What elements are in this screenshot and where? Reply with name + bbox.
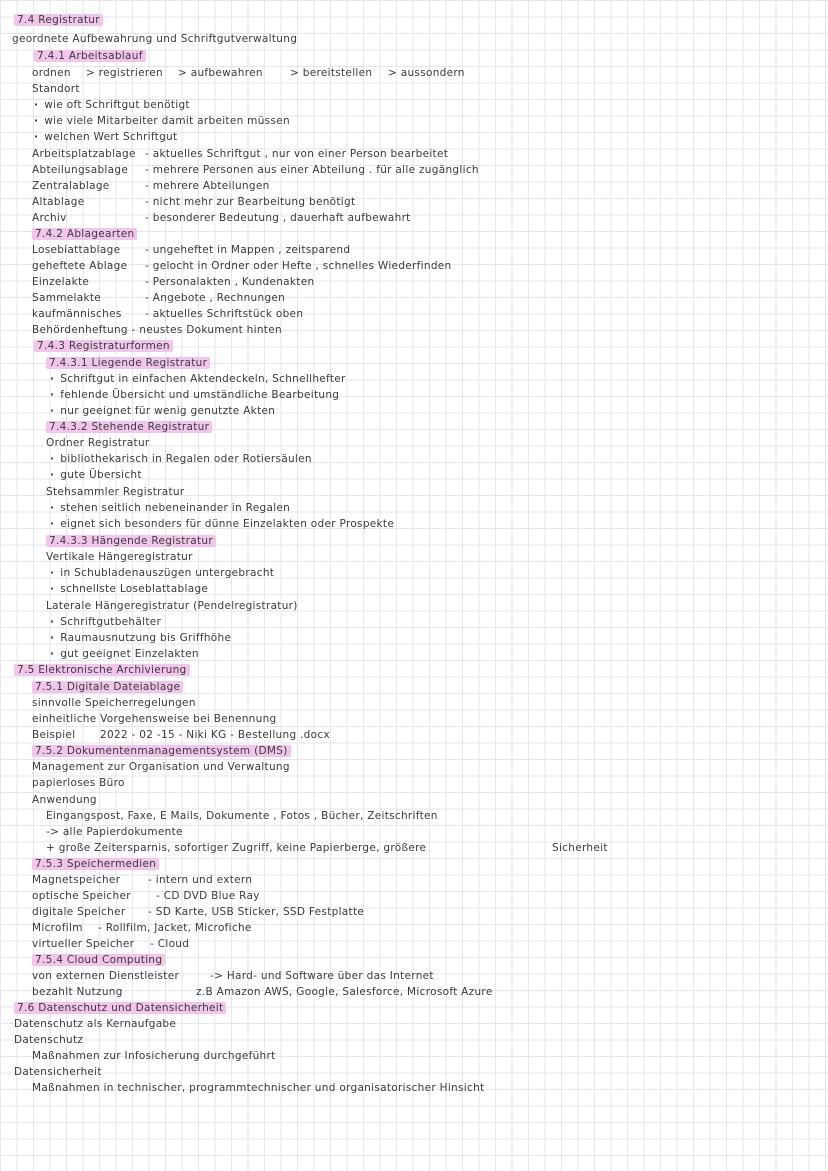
speicher-term: Microfilm xyxy=(32,922,83,934)
bullet-item: · fehlende Übersicht und umständliche Bearbeitung xyxy=(50,389,339,402)
heading-7-4-3-2: 7.4.3.2 Stehende Registratur xyxy=(46,421,212,434)
note-line: Management zur Organisation und Verwaltung xyxy=(32,761,290,773)
workflow-step: > aussondern xyxy=(388,67,465,79)
bullet-item: · in Schubladenauszügen untergebracht xyxy=(50,567,274,580)
heading-7-4-3-1: 7.4.3.1 Liegende Registratur xyxy=(46,357,210,370)
note-line: Stehsammler Registratur xyxy=(46,486,185,498)
ablageart-term: Sammelakte xyxy=(32,292,102,304)
note-line: Maßnahmen zur Infosicherung durchgeführt xyxy=(32,1050,276,1062)
note-line: Maßnahmen in technischer, programmtechnischer und organisatorischer Hinsicht xyxy=(32,1082,485,1094)
ablage-desc: - aktuelles Schriftgut , nur von einer Person bearbeitet xyxy=(145,148,449,160)
note-line: -> Hard- und Software über das Internet xyxy=(210,970,434,982)
ablage-term: Abteilungsablage xyxy=(32,164,129,176)
ablage-term: Arbeitsplatzablage xyxy=(32,148,136,160)
speicher-term: optische Speicher xyxy=(32,890,131,902)
speicher-term: virtueller Speicher xyxy=(32,938,135,950)
ablageart-desc: - Angebote , Rechnungen xyxy=(145,292,286,304)
bullet-item: · wie viele Mitarbeiter damit arbeiten müssen xyxy=(34,115,290,128)
bullet-item: · wie oft Schriftgut benötigt xyxy=(34,99,190,112)
ablageart-term: Losebiattablage xyxy=(32,244,121,256)
note-line: Datenschutz als Kernaufgabe xyxy=(14,1018,177,1030)
workflow-step: > aufbewahren xyxy=(178,67,263,79)
heading-7-4-1: 7.4.1 Arbeitsablauf xyxy=(34,50,146,63)
ablageart-desc: - gelocht in Ordner oder Hefte , schnelles Wiederfinden xyxy=(145,260,452,272)
note-label: Beispiel xyxy=(32,729,76,741)
heading-7-5-2: 7.5.2 Dokumentenmanagementsystem (DMS) xyxy=(32,745,291,758)
workflow-step: > bereitstellen xyxy=(290,67,373,79)
ablage-desc: - mehrere Personen aus einer Abteilung . für alle zugänglich xyxy=(145,164,479,176)
note-line: Laterale Hängeregistratur (Pendelregistratur) xyxy=(46,600,298,612)
heading-7-5: 7.5 Elektronische Archivierung xyxy=(14,664,190,677)
ablage-term: Altablage xyxy=(32,196,85,208)
speicher-term: Magnetspeicher xyxy=(32,874,121,886)
speicher-desc: - CD DVD Blue Ray xyxy=(156,890,260,902)
bullet-item: · Schriftgut in einfachen Aktendeckeln, Schnellhefter xyxy=(50,373,346,386)
ablage-desc: - nicht mehr zur Bearbeitung benötigt xyxy=(145,196,356,208)
ablage-desc: - mehrere Abteilungen xyxy=(145,180,270,192)
speicher-desc: - Cloud xyxy=(150,938,190,950)
note-line: z.B Amazon AWS, Google, Salesforce, Microsoft Azure xyxy=(196,986,493,998)
ablageart-term: Einzelakte xyxy=(32,276,90,288)
heading-7-4-3: 7.4.3 Registraturformen xyxy=(34,340,173,353)
bullet-item: · welchen Wert Schriftgut xyxy=(34,131,177,144)
note-line: Ordner Registratur xyxy=(46,437,150,449)
ablageart-term: geheftete Ablage xyxy=(32,260,128,272)
heading-7-6: 7.6 Datenschutz und Datensicherheit xyxy=(14,1002,226,1015)
note-line: von externen Dienstleister xyxy=(32,970,180,982)
bullet-item: · Schriftgutbehälter xyxy=(50,616,161,629)
note-line: Datensicherheit xyxy=(14,1066,102,1078)
bullet-item: · Raumausnutzung bis Griffhöhe xyxy=(50,632,231,645)
speicher-desc: - Rollfilm, Jacket, Microfiche xyxy=(98,922,252,934)
ablageart-term: kaufmännisches xyxy=(32,308,122,320)
heading-7-5-1: 7.5.1 Digitale Dateiablage xyxy=(32,681,183,694)
bullet-item: · gute Übersicht xyxy=(50,469,142,482)
note-line: Eingangspost, Faxe, E Mails, Dokumente , Fotos , Bücher, Zeitschriften xyxy=(46,810,438,822)
note-line: Anwendung xyxy=(32,794,97,806)
note-line: sinnvolle Speicherregelungen xyxy=(32,697,196,709)
speicher-term: digitale Speicher xyxy=(32,906,126,918)
workflow-step: > registrieren xyxy=(86,67,163,79)
note-line: geordnete Aufbewahrung und Schriftgutverwaltung xyxy=(12,33,298,45)
heading-7-4-2: 7.4.2 Ablagearten xyxy=(32,228,137,241)
note-line: + große Zeitersparnis, sofortiger Zugriff, keine Papierberge, größere xyxy=(46,842,427,854)
bullet-item: · stehen seitlich nebeneinander in Regalen xyxy=(50,502,290,515)
ablageart-desc: - aktuelles Schriftstück oben xyxy=(145,308,304,320)
note-line: -> alle Papierdokumente xyxy=(46,826,183,838)
note-line: Datenschutz xyxy=(14,1034,84,1046)
ablage-term: Archiv xyxy=(32,212,67,224)
note-line: Standort xyxy=(32,83,80,95)
heading-7-4: 7.4 Registratur xyxy=(14,14,103,27)
ablage-term: Zentralablage xyxy=(32,180,110,192)
ablage-desc: - besonderer Bedeutung , dauerhaft aufbewahrt xyxy=(145,212,411,224)
note-line: Vertikale Hängeregistratur xyxy=(46,551,193,563)
bullet-item: · schnellste Loseblattablage xyxy=(50,583,208,596)
note-line: Behördenheftung - neustes Dokument hinten xyxy=(32,324,282,336)
bullet-item: · eignet sich besonders für dünne Einzelakten oder Prospekte xyxy=(50,518,394,531)
speicher-desc: - intern und extern xyxy=(148,874,253,886)
speicher-desc: - SD Karte, USB Sticker, SSD Festplatte xyxy=(148,906,365,918)
heading-7-5-3: 7.5.3 Speichermedien xyxy=(32,858,159,871)
workflow-step: ordnen xyxy=(32,67,71,79)
note-line: bezahlt Nutzung xyxy=(32,986,123,998)
bullet-item: · bibliothekarisch in Regalen oder Rotiersäulen xyxy=(50,453,312,466)
heading-7-5-4: 7.5.4 Cloud Computing xyxy=(32,954,165,967)
note-line: papierloses Büro xyxy=(32,777,125,789)
ablageart-desc: - Personalakten , Kundenakten xyxy=(145,276,315,288)
heading-7-4-3-3: 7.4.3.3 Hängende Registratur xyxy=(46,535,216,548)
example-filename: 2022 - 02 -15 - Niki KG - Bestellung .docx xyxy=(100,729,330,741)
bullet-item: · gut geeignet Einzelakten xyxy=(50,648,199,661)
note-line: Sicherheit xyxy=(552,842,608,854)
bullet-item: · nur geeignet für wenig genutzte Akten xyxy=(50,405,275,418)
ablageart-desc: - ungeheftet in Mappen , zeitsparend xyxy=(145,244,351,256)
note-line: einheitliche Vorgehensweise bei Benennung xyxy=(32,713,277,725)
